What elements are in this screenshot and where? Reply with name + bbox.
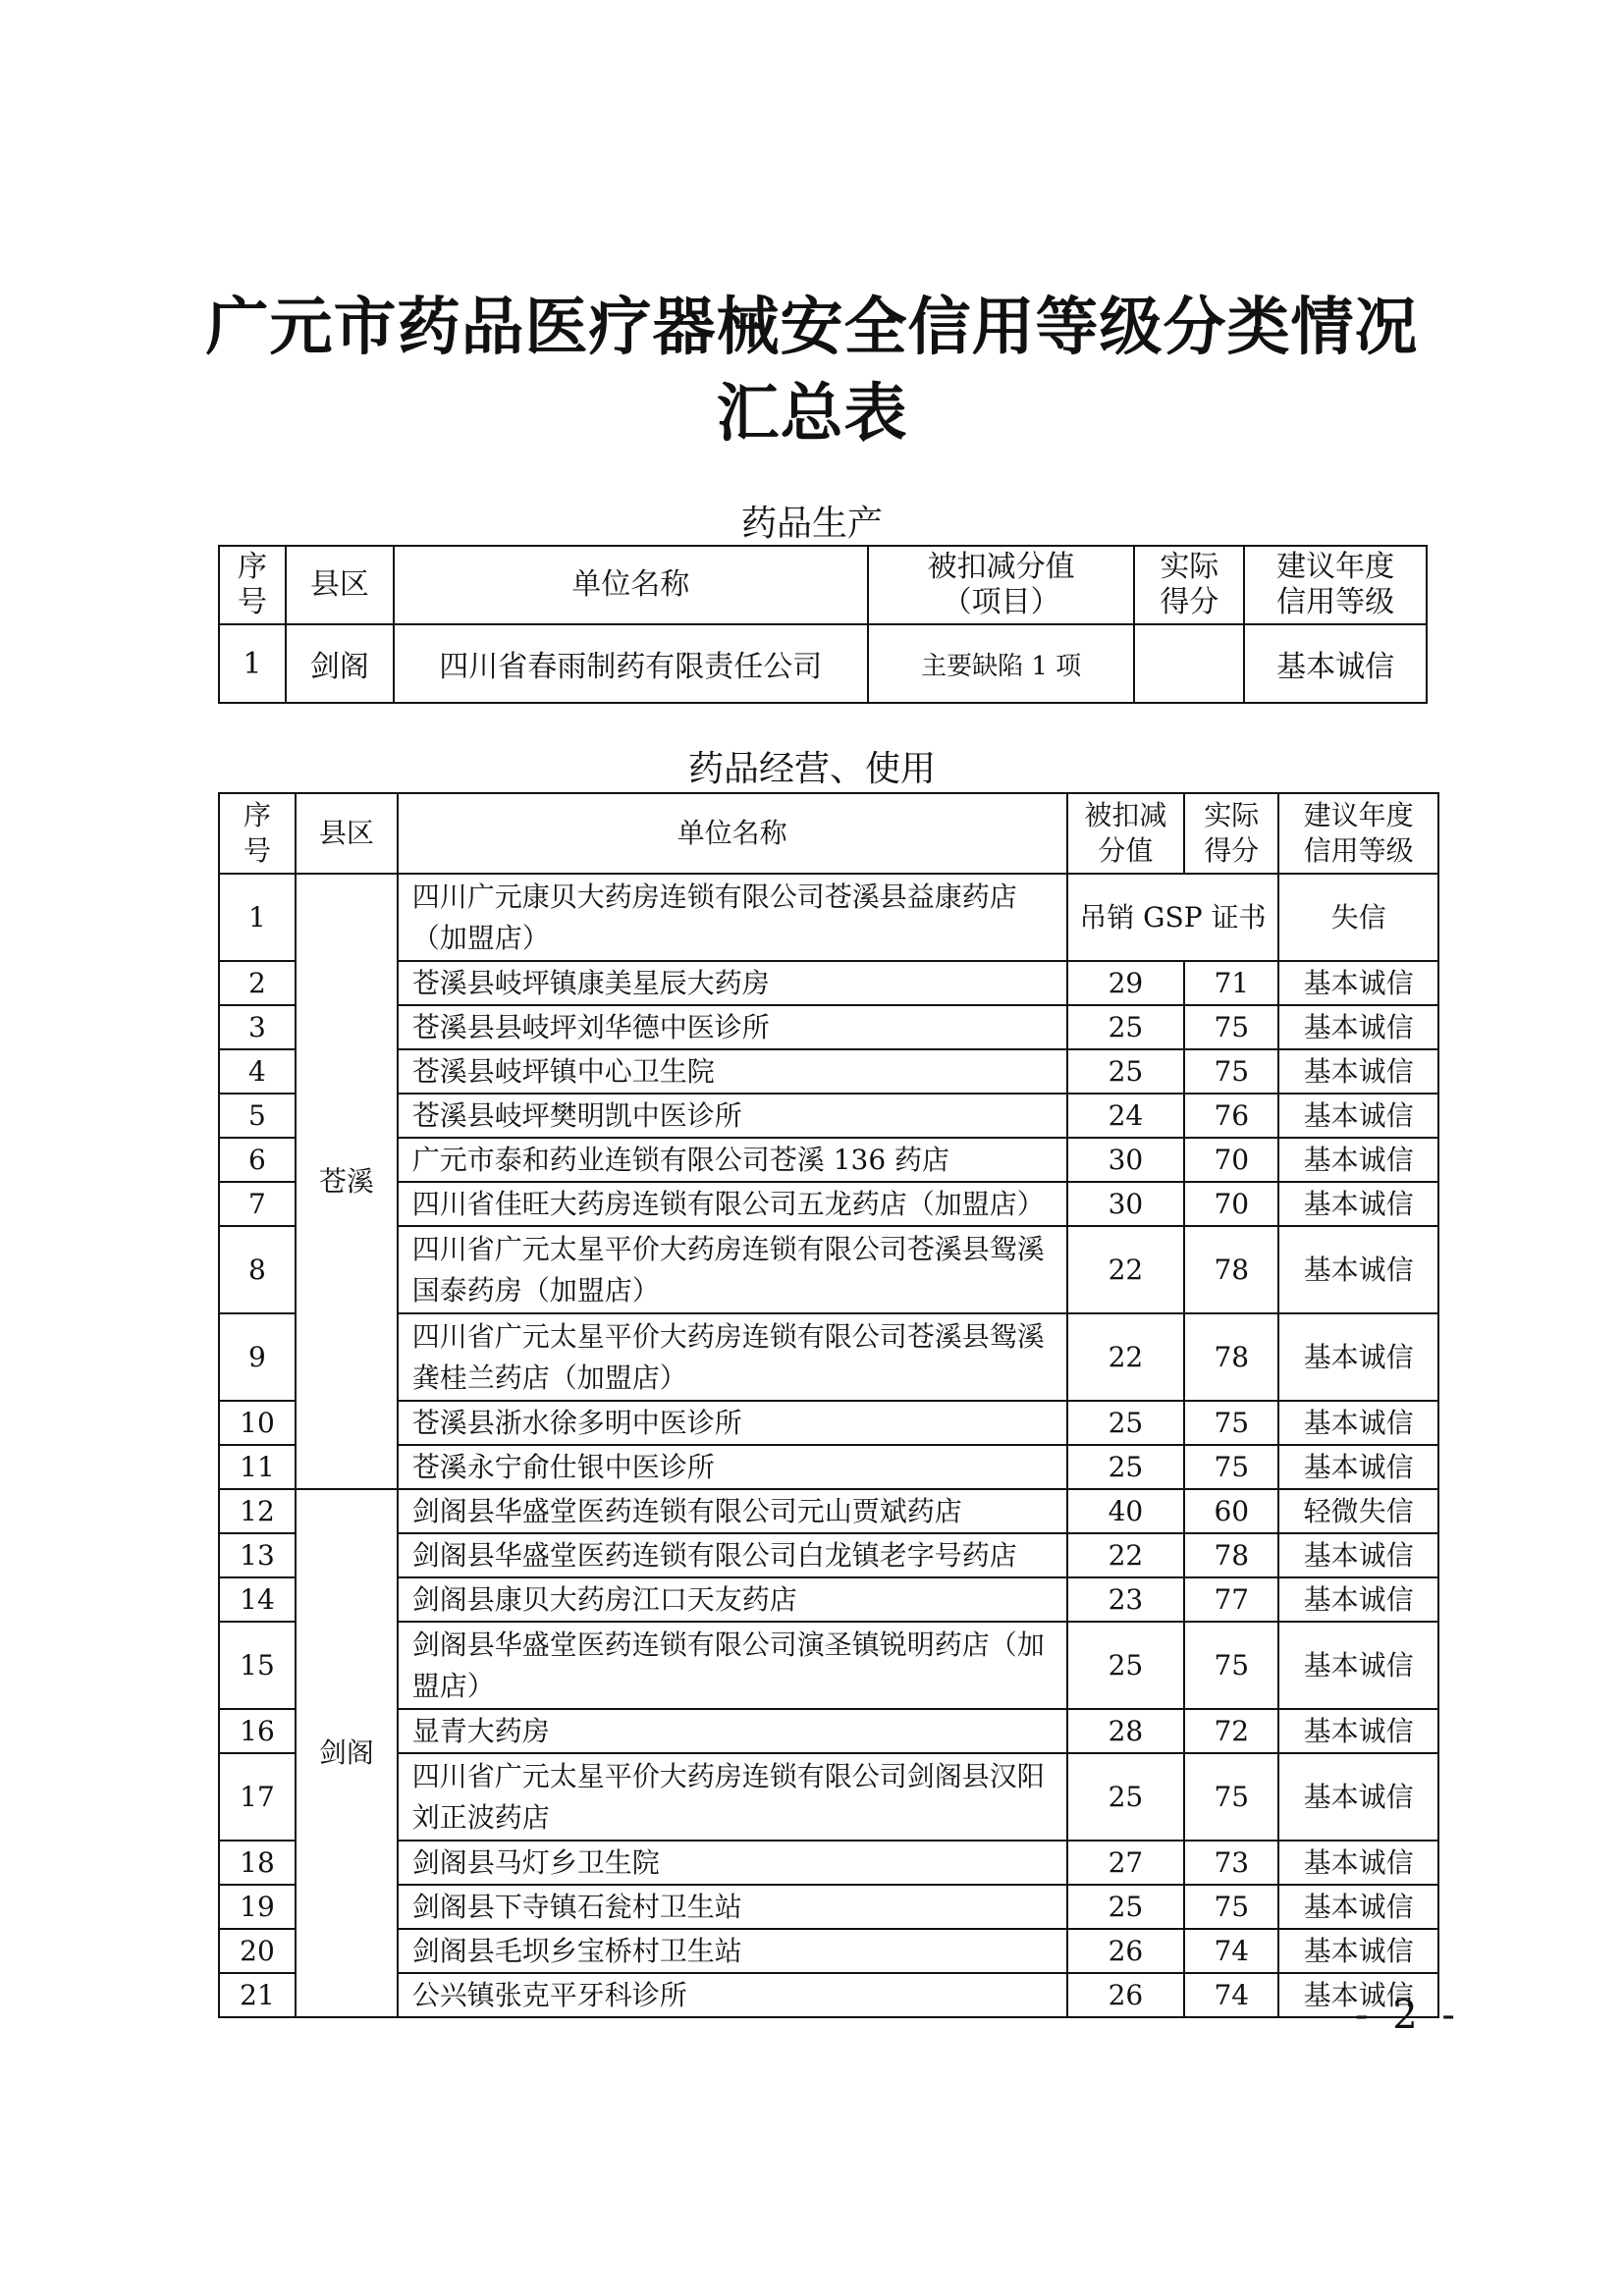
cell-level: 基本诚信 <box>1278 1094 1438 1138</box>
header-unit: 单位名称 <box>394 546 868 624</box>
cell-deduct: 27 <box>1067 1841 1185 1885</box>
cell-unit: 苍溪县岐坪镇康美星辰大药房 <box>398 961 1067 1005</box>
cell-deduct: 25 <box>1067 1401 1185 1445</box>
table-row <box>219 1753 1438 1841</box>
cell-deduct: 25 <box>1067 1885 1185 1929</box>
cell-level: 基本诚信 <box>1278 1401 1438 1445</box>
cell-score: 75 <box>1184 1005 1278 1049</box>
table-row <box>219 1049 1438 1094</box>
table-row <box>219 1973 1438 2017</box>
cell-unit: 四川省广元太星平价大药房连锁有限公司苍溪县鸳溪龚桂兰药店（加盟店） <box>398 1313 1067 1401</box>
section-title-production: 药品生产 <box>740 504 883 544</box>
cell-score: 75 <box>1184 1445 1278 1489</box>
cell-level: 轻微失信 <box>1278 1489 1438 1533</box>
table-row <box>219 1841 1438 1885</box>
table-row <box>219 1182 1438 1226</box>
cell-seq: 19 <box>219 1885 296 1929</box>
cell-level: 失信 <box>1278 874 1438 961</box>
cell-deduct: 40 <box>1067 1489 1185 1533</box>
title-line-2: 汇总表 <box>716 378 908 451</box>
cell-deduct: 吊销 GSP 证书 <box>1067 874 1279 961</box>
header-deduct: 被扣减 分值 <box>1067 793 1185 874</box>
cell-seq: 12 <box>219 1489 296 1533</box>
table-row <box>219 1005 1438 1049</box>
cell-score: 75 <box>1184 1622 1278 1709</box>
cell-deduct: 主要缺陷 1 项 <box>868 624 1135 703</box>
cell-deduct: 22 <box>1067 1533 1185 1577</box>
header-county: 县区 <box>296 793 398 874</box>
header-score: 实际 得分 <box>1184 793 1278 874</box>
cell-level: 基本诚信 <box>1278 1577 1438 1622</box>
cell-unit: 四川广元康贝大药房连锁有限公司苍溪县益康药店（加盟店） <box>398 874 1067 961</box>
cell-level: 基本诚信 <box>1278 1445 1438 1489</box>
table-row <box>219 1622 1438 1709</box>
cell-score: 70 <box>1184 1138 1278 1182</box>
section-title-distribution: 药品经营、使用 <box>687 749 936 789</box>
table-header-row <box>219 793 1438 874</box>
cell-seq: 1 <box>219 624 286 703</box>
cell-score: 74 <box>1184 1973 1278 2017</box>
cell-unit: 剑阁县华盛堂医药连锁有限公司白龙镇老字号药店 <box>398 1533 1067 1577</box>
cell-seq: 21 <box>219 1973 296 2017</box>
cell-score: 75 <box>1184 1049 1278 1094</box>
cell-seq: 15 <box>219 1622 296 1709</box>
header-level: 建议年度 信用等级 <box>1244 546 1427 624</box>
cell-seq: 14 <box>219 1577 296 1622</box>
cell-level: 基本诚信 <box>1278 1226 1438 1313</box>
cell-score: 72 <box>1184 1709 1278 1753</box>
header-deduct: 被扣减分值 （项目） <box>868 546 1135 624</box>
cell-level: 基本诚信 <box>1278 1313 1438 1401</box>
cell-level: 基本诚信 <box>1278 1973 1438 2017</box>
cell-score: 75 <box>1184 1885 1278 1929</box>
cell-score: 75 <box>1184 1753 1278 1841</box>
cell-seq: 4 <box>219 1049 296 1094</box>
header-seq: 序 号 <box>219 546 286 624</box>
page-title <box>0 285 1624 457</box>
table-header-row <box>219 546 1427 624</box>
table-row <box>219 1226 1438 1313</box>
header-county: 县区 <box>286 546 394 624</box>
cell-unit: 剑阁县华盛堂医药连锁有限公司演圣镇锐明药店（加盟店） <box>398 1622 1067 1709</box>
cell-level: 基本诚信 <box>1278 1005 1438 1049</box>
cell-unit: 苍溪县县岐坪刘华德中医诊所 <box>398 1005 1067 1049</box>
cell-level: 基本诚信 <box>1278 1709 1438 1753</box>
cell-deduct: 23 <box>1067 1577 1185 1622</box>
cell-deduct: 30 <box>1067 1138 1185 1182</box>
cell-level: 基本诚信 <box>1278 1138 1438 1182</box>
table-row <box>219 1885 1438 1929</box>
cell-deduct: 26 <box>1067 1929 1185 1973</box>
cell-unit: 四川省广元太星平价大药房连锁有限公司苍溪县鸳溪国泰药房（加盟店） <box>398 1226 1067 1313</box>
cell-level: 基本诚信 <box>1278 1753 1438 1841</box>
cell-deduct: 30 <box>1067 1182 1185 1226</box>
cell-score: 75 <box>1184 1401 1278 1445</box>
cell-unit: 剑阁县马灯乡卫生院 <box>398 1841 1067 1885</box>
table-row <box>219 1577 1438 1622</box>
table-row <box>219 961 1438 1005</box>
cell-level: 基本诚信 <box>1278 1929 1438 1973</box>
cell-seq: 11 <box>219 1445 296 1489</box>
cell-unit: 苍溪永宁俞仕银中医诊所 <box>398 1445 1067 1489</box>
cell-level: 基本诚信 <box>1278 1622 1438 1709</box>
table-row <box>219 1094 1438 1138</box>
cell-unit: 广元市泰和药业连锁有限公司苍溪 136 药店 <box>398 1138 1067 1182</box>
table-row <box>219 1489 1438 1533</box>
cell-score: 78 <box>1184 1226 1278 1313</box>
cell-score: 78 <box>1184 1313 1278 1401</box>
cell-seq: 3 <box>219 1005 296 1049</box>
cell-unit: 公兴镇张克平牙科诊所 <box>398 1973 1067 2017</box>
cell-score <box>1134 624 1244 703</box>
cell-unit: 剑阁县华盛堂医药连锁有限公司元山贾斌药店 <box>398 1489 1067 1533</box>
header-unit: 单位名称 <box>398 793 1067 874</box>
table-row <box>219 874 1438 961</box>
cell-seq: 1 <box>219 874 296 961</box>
distribution-table <box>218 792 1439 2018</box>
cell-unit: 剑阁县下寺镇石瓮村卫生站 <box>398 1885 1067 1929</box>
cell-seq: 13 <box>219 1533 296 1577</box>
table-row <box>219 1709 1438 1753</box>
table-row <box>219 1313 1438 1401</box>
cell-unit: 显青大药房 <box>398 1709 1067 1753</box>
cell-unit: 剑阁县康贝大药房江口天友药店 <box>398 1577 1067 1622</box>
cell-deduct: 28 <box>1067 1709 1185 1753</box>
title-line-1: 广元市药品医疗器械安全信用等级分类情况 <box>205 292 1419 364</box>
cell-seq: 8 <box>219 1226 296 1313</box>
cell-deduct: 22 <box>1067 1313 1185 1401</box>
cell-level: 基本诚信 <box>1278 1182 1438 1226</box>
cell-seq: 18 <box>219 1841 296 1885</box>
cell-score: 70 <box>1184 1182 1278 1226</box>
header-level: 建议年度 信用等级 <box>1278 793 1438 874</box>
header-score: 实际 得分 <box>1134 546 1244 624</box>
table-row <box>219 624 1427 703</box>
cell-deduct: 25 <box>1067 1753 1185 1841</box>
cell-deduct: 25 <box>1067 1445 1185 1489</box>
cell-deduct: 26 <box>1067 1973 1185 2017</box>
cell-seq: 7 <box>219 1182 296 1226</box>
cell-unit: 苍溪县岐坪镇中心卫生院 <box>398 1049 1067 1094</box>
cell-seq: 9 <box>219 1313 296 1401</box>
cell-level: 基本诚信 <box>1278 1841 1438 1885</box>
table-row <box>219 1445 1438 1489</box>
cell-score: 74 <box>1184 1929 1278 1973</box>
table-row <box>219 1929 1438 1973</box>
table-row <box>219 1138 1438 1182</box>
cell-deduct: 25 <box>1067 1622 1185 1709</box>
cell-seq: 20 <box>219 1929 296 1973</box>
cell-deduct: 29 <box>1067 961 1185 1005</box>
cell-deduct: 25 <box>1067 1005 1185 1049</box>
cell-level: 基本诚信 <box>1278 1049 1438 1094</box>
cell-unit: 四川省广元太星平价大药房连锁有限公司剑阁县汉阳刘正波药店 <box>398 1753 1067 1841</box>
table-row <box>219 1401 1438 1445</box>
page-number: - 2 - <box>1355 1993 1461 2038</box>
cell-level: 基本诚信 <box>1278 1533 1438 1577</box>
cell-deduct: 22 <box>1067 1226 1185 1313</box>
cell-unit: 苍溪县浙水徐多明中医诊所 <box>398 1401 1067 1445</box>
cell-level: 基本诚信 <box>1244 624 1427 703</box>
cell-score: 78 <box>1184 1533 1278 1577</box>
cell-score: 73 <box>1184 1841 1278 1885</box>
cell-unit: 四川省春雨制药有限责任公司 <box>394 624 868 703</box>
cell-seq: 17 <box>219 1753 296 1841</box>
cell-score: 71 <box>1184 961 1278 1005</box>
cell-seq: 2 <box>219 961 296 1005</box>
cell-county: 剑阁 <box>286 624 394 703</box>
cell-seq: 10 <box>219 1401 296 1445</box>
cell-unit: 剑阁县毛坝乡宝桥村卫生站 <box>398 1929 1067 1973</box>
table-row <box>219 1533 1438 1577</box>
header-seq: 序 号 <box>219 793 296 874</box>
cell-unit: 四川省佳旺大药房连锁有限公司五龙药店（加盟店） <box>398 1182 1067 1226</box>
cell-county: 苍溪 <box>296 874 398 1489</box>
cell-county: 剑阁 <box>296 1489 398 2017</box>
cell-seq: 5 <box>219 1094 296 1138</box>
cell-seq: 6 <box>219 1138 296 1182</box>
cell-score: 60 <box>1184 1489 1278 1533</box>
cell-level: 基本诚信 <box>1278 961 1438 1005</box>
cell-level: 基本诚信 <box>1278 1885 1438 1929</box>
production-table <box>218 545 1428 704</box>
cell-score: 76 <box>1184 1094 1278 1138</box>
cell-score: 77 <box>1184 1577 1278 1622</box>
cell-deduct: 25 <box>1067 1049 1185 1094</box>
cell-seq: 16 <box>219 1709 296 1753</box>
cell-deduct: 24 <box>1067 1094 1185 1138</box>
cell-unit: 苍溪县岐坪樊明凯中医诊所 <box>398 1094 1067 1138</box>
